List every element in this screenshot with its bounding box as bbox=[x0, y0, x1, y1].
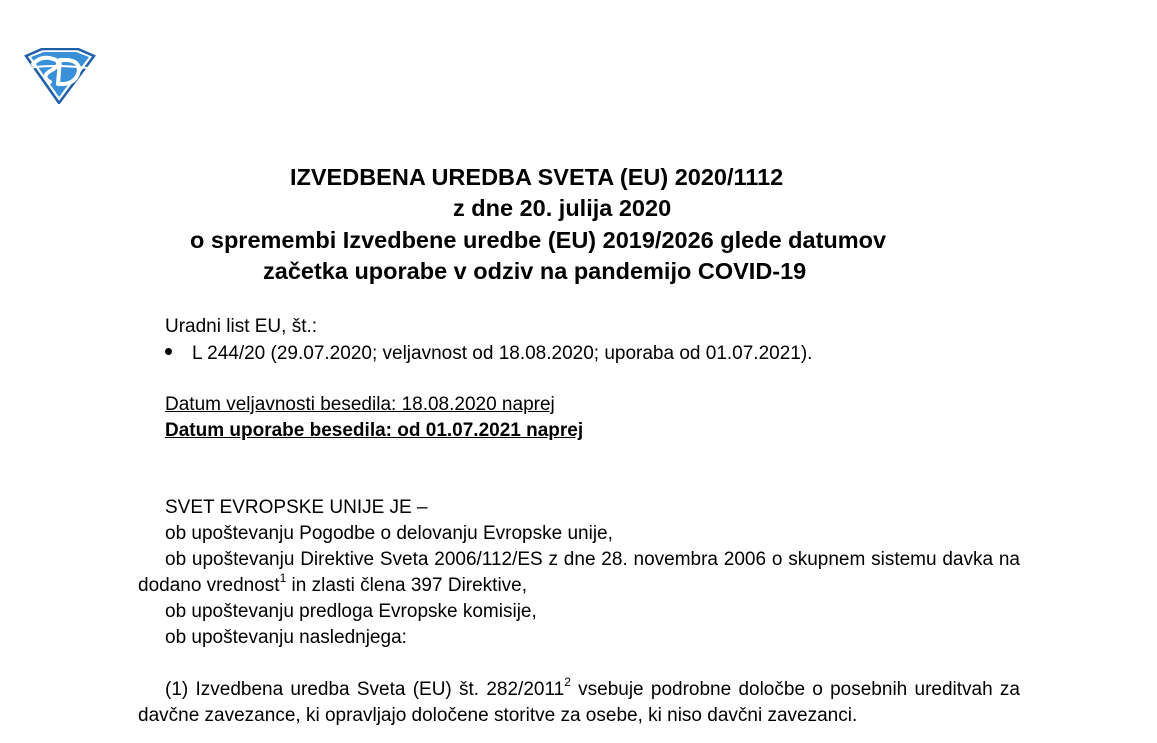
body-paragraph: ob upoštevanju predloga Evropske komisije, bbox=[165, 601, 537, 622]
use-date: Datum uporabe besedila: od 01.07.2021 naprej bbox=[165, 420, 584, 441]
journal-label: Uradni list EU, št.: bbox=[165, 316, 318, 337]
body-paragraph: ob upoštevanju Pogodbe o delovanju Evropske unije, bbox=[165, 523, 613, 544]
bullet-icon bbox=[165, 348, 172, 355]
validity-date: Datum veljavnosti besedila: 18.08.2020 naprej bbox=[165, 394, 555, 415]
journal-entry bbox=[165, 341, 812, 367]
paragraph-text: ob upoštevanju Direktive Sveta 2006/112/ES z dne 28. novembra 2006 o skupnem sistemu davka na dodano vrednost bbox=[138, 549, 1020, 596]
footnote-ref-2[interactable]: 2 bbox=[564, 674, 571, 689]
sd-logo-icon bbox=[22, 48, 96, 104]
body-paragraph bbox=[138, 547, 1020, 599]
paragraph-text: vsebuje podrobne določbe o posebnih ureditvah za davčne zavezance, ki opravljajo določene storitve za osebe, ki niso davčni zavezanci. bbox=[138, 679, 1020, 726]
title-line-4: začetka uporabe v odziv na pandemijo COVID-19 bbox=[263, 258, 807, 284]
body-paragraph: ob upoštevanju naslednjega: bbox=[165, 627, 407, 648]
title-line-3: o spremembi Izvedbene uredbe (EU) 2019/2026 glede datumov bbox=[190, 227, 887, 253]
document-body bbox=[138, 495, 1020, 729]
journal-entry-text: L 244/20 (29.07.2020; veljavnost od 18.08.2020; uporaba od 01.07.2021). bbox=[192, 343, 813, 364]
title-line-2: z dne 20. julija 2020 bbox=[453, 195, 672, 221]
body-paragraph: SVET EVROPSKE UNIJE JE – bbox=[165, 497, 428, 518]
paragraph-text: (1) Izvedbena uredba Sveta (EU) št. 282/2011 bbox=[165, 679, 565, 700]
title-line-1: IZVEDBENA UREDBA SVETA (EU) 2020/1112 bbox=[290, 164, 784, 190]
paragraph-text: in zlasti člena 397 Direktive, bbox=[286, 575, 528, 596]
sd-logo bbox=[22, 48, 96, 104]
footnote-ref-1[interactable]: 1 bbox=[279, 570, 287, 585]
body-paragraph bbox=[138, 674, 1020, 729]
